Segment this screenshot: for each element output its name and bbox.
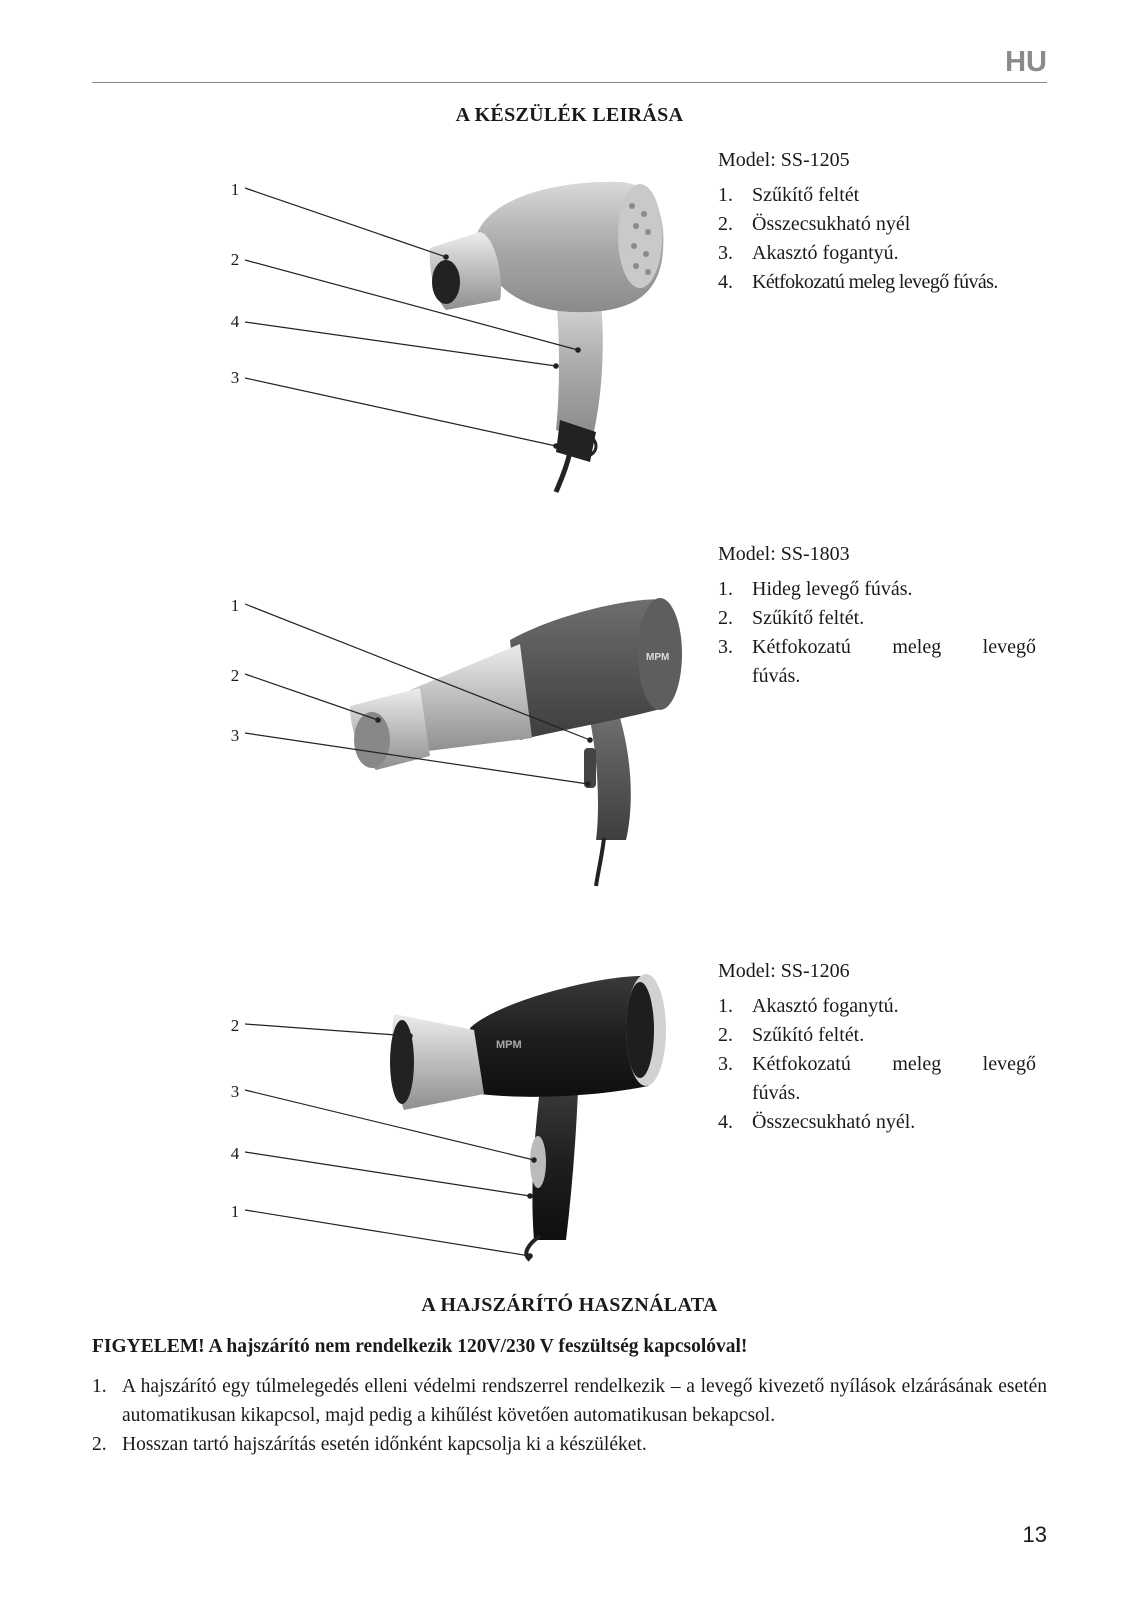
brand-logo: MPM <box>646 652 670 663</box>
hair-dryer-ss1206-image <box>390 974 666 1260</box>
warning-text: FIGYELEM! A hajszárító nem rendelkezik 120V/230 V feszültség kapcsolóval! <box>92 1336 748 1357</box>
callout-number: 3 <box>230 368 240 387</box>
list-item: 2. Szűkító feltét. <box>718 1024 865 1046</box>
callout-number: 2 <box>230 666 240 685</box>
callout-number: 3 <box>230 1082 240 1101</box>
callout-number: 3 <box>230 726 240 745</box>
model-ss1803-description <box>718 540 1036 691</box>
model-ss1206-description <box>718 957 1036 1137</box>
list-item: 4. Kétfokozatú meleg levegő fúvás. <box>718 271 998 293</box>
callout-number: 4 <box>230 1144 240 1163</box>
list-item: 4. Összecsukható nyél. <box>718 1111 916 1133</box>
list-item: 2. Szűkítő feltét. <box>718 607 865 629</box>
model-ss1205-description <box>718 146 1036 297</box>
list-item: 3. Kétfokozatú meleg levegő fúvás. <box>718 1053 1036 1104</box>
list-item: 1. Akasztó foganytú. <box>718 995 899 1017</box>
callout-number: 2 <box>230 1016 240 1035</box>
callout-number: 1 <box>230 1202 240 1221</box>
list-item: 1. Hideg levegő fúvás. <box>718 578 913 600</box>
callout-number: 1 <box>230 596 240 615</box>
brand-logo: MPM <box>496 1039 522 1051</box>
list-item: 1. Szűkítő feltét <box>718 184 860 206</box>
callout-number: 4 <box>230 312 240 331</box>
hair-dryer-ss1803-image <box>350 598 682 886</box>
model-name: Model: SS-1205 <box>718 149 850 171</box>
callout-number: 1 <box>230 180 240 199</box>
language-code: HU <box>1005 46 1047 78</box>
model-name: Model: SS-1803 <box>718 543 850 565</box>
usage-list <box>92 1372 1047 1459</box>
list-item: 3. Akasztó fogantyú. <box>718 242 899 264</box>
list-item: 2. Összecsukható nyél <box>718 213 911 235</box>
usage-title: A HAJSZÁRÍTÓ HASZNÁLATA <box>421 1294 718 1316</box>
callout-number: 2 <box>230 250 240 269</box>
model-name: Model: SS-1206 <box>718 960 850 982</box>
parts-list <box>718 575 1036 691</box>
list-item: 2. Hosszan tartó hajszárítás esetén időnként kapcsolja ki a készüléket. <box>92 1434 647 1455</box>
parts-list <box>718 181 1036 297</box>
hair-dryer-ss1205-image <box>430 182 664 492</box>
list-item: 1. A hajszárító egy túlmelegedés elleni védelmi rendszerrel rendelkezik – a levegő kivezető nyílások elzárásának esetén automatikusan kikapcsol, majd pedig a kihűlést követően automatikusan bekapcsol. <box>92 1376 1047 1426</box>
description-title: A KÉSZÜLÉK LEIRÁSA <box>455 104 684 126</box>
page-number: 13 <box>1022 1522 1047 1547</box>
parts-list <box>718 992 1036 1137</box>
list-item: 3. Kétfokozatú meleg levegő fúvás. <box>718 636 1036 687</box>
